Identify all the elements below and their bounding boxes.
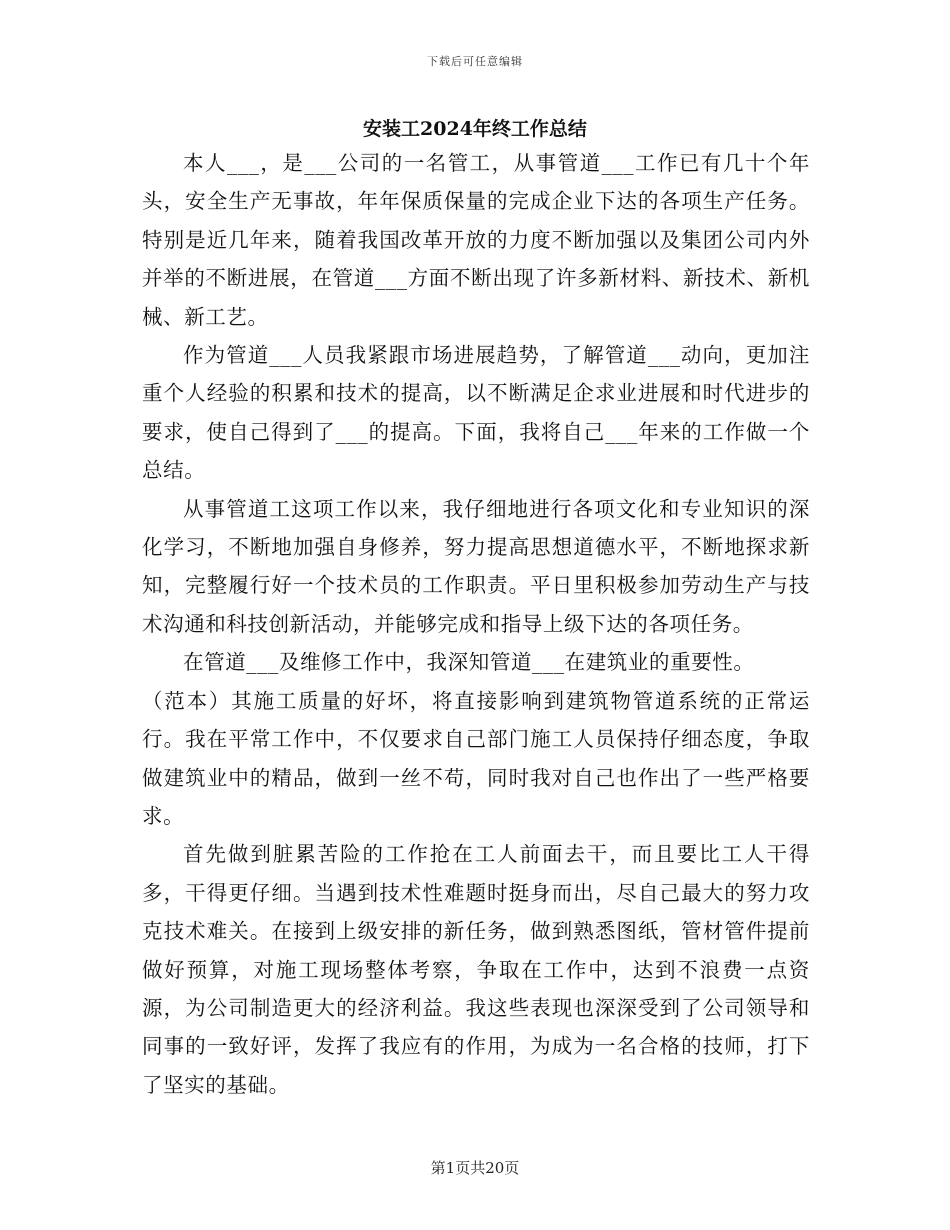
page-number: 第1页共20页 <box>430 1159 520 1177</box>
paragraph-4: 在管道___及维修工作中，我深知管道___在建筑业的重要性。 <box>183 650 755 675</box>
paragraph-6: 首先做到脏累苦险的工作抢在工人前面去干，而且要比工人干得多，干得更仔细。当遇到技术性难题时挺身而出，尽自己最大的努力攻克技术难关。在接到上级安排的新任务，做到熟悉图纸，管材管件提前做好预算，对施工现场整体考察，争取在工作中，达到不浪费一点资源，为公司制造更大的经济利益。我这些表现也深深受到了公司领导和同事的一致好评，发挥了我应有的作用，为成为一名合格的技师，打下了坚实的基础。 <box>142 842 810 1097</box>
paragraph-1: 本人___，是___公司的一名管工，从事管道___工作已有几十个年头，安全生产无事故，年年保质保量的完成企业下达的各项生产任务。特别是近几年来，随着我国改革开放的力度不断加强以及集团公司内外并举的不断进展，在管道___方面不断出现了许多新材料、新技术、新机械、新工艺。 <box>142 151 810 329</box>
document-title: 安装工2024年终工作总结 <box>363 118 587 140</box>
paragraph-3: 从事管道工这项工作以来，我仔细地进行各项文化和专业知识的深化学习，不断地加强自身修养，努力提高思想道德水平，不断地探求新知，完整履行好一个技术员的工作职责。平日里积极参加劳动生产与技术沟通和科技创新活动，并能够完成和指导上级下达的各项任务。 <box>142 496 810 636</box>
document-body <box>142 144 810 1104</box>
paragraph-5: （范本）其施工质量的好坏，将直接影响到建筑物管道系统的正常运行。我在平常工作中，不仅要求自己部门施工人员保持仔细态度，争取做建筑业中的精品，做到一丝不苟，同时我对自己也作出了一些严格要求。 <box>142 688 810 828</box>
paragraph-2: 作为管道___人员我紧跟市场进展趋势，了解管道___动向，更加注重个人经验的积累和技术的提高，以不断满足企求业进展和时代进步的要求，使自己得到了___的提高。下面，我将自己___年来的工作做一个总结。 <box>142 343 810 483</box>
page-header: 下载后可任意编辑 <box>427 55 523 68</box>
